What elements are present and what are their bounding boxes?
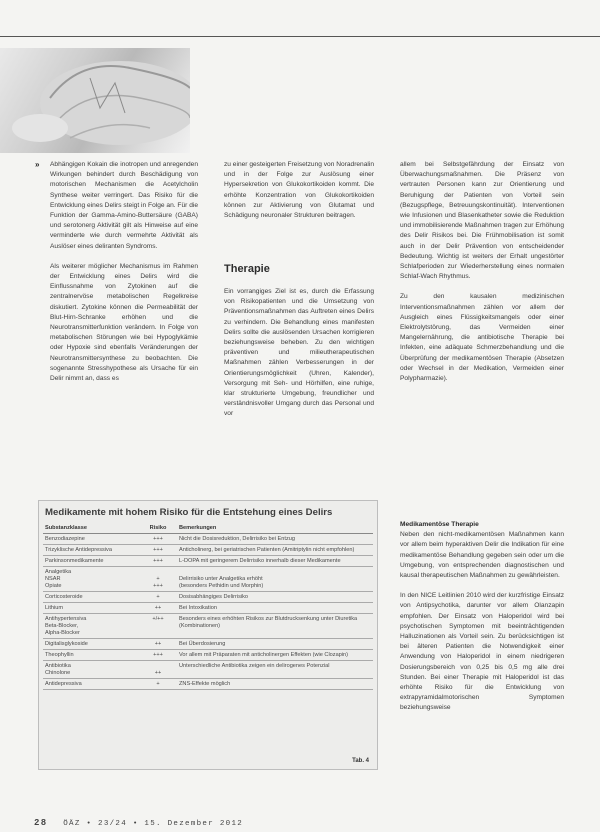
remark-cell: Bei Überdosierung bbox=[177, 639, 373, 650]
remark-cell: Nicht die Dosisreduktion, Delirrisiko bei Entzug bbox=[177, 534, 373, 545]
table-row bbox=[43, 545, 373, 556]
risk-cell: + +++ bbox=[139, 567, 177, 592]
paragraph: Zu den kausalen medizinischen Interventionsmaßnahmen zählen vor allem der Ausgleich eines Flüssigkeitsmangels oder einer Elektrolytstörung, das Vermeiden einer Mangelernährung, die antibiotische Therapie bei Infekten, eine adäquate Schmerzbehandlung und die Überprüfung der medikamentösen Therapie (Absetzen oder Wechsel in der Medikation, Vermeiden einer Polypharmazie). bbox=[400, 293, 564, 383]
column-header: Substanzklasse bbox=[43, 523, 139, 534]
risk-cell: +++ bbox=[139, 556, 177, 567]
table-row bbox=[43, 650, 373, 661]
continuation-arrow: » bbox=[35, 160, 40, 169]
paragraph: Als weiterer möglicher Mechanismus im Rahmen der Entwicklung eines Delirs wird die Einflussnahme von Zytokinen auf die zentralnervöse metabolischen Regelkreise diskutiert. Zytokine können die Permeabilität der Blut-Hirn-Schranke erhöhen und die Neurotransmitterfunktion verändern. In Folge von metabolischen Störungen wie bei Hypoglykämie oder Hypoxie sind ebenfalls Veränderungen der Neurotransmittersynthese zu beobachten. Die sogenannte Stresshypothese als Ursache für ein Delir nimmt an, dass es bbox=[50, 262, 198, 383]
substance-cell: Theophyllin bbox=[43, 650, 139, 661]
risk-cell: + bbox=[139, 679, 177, 690]
substance-cell: Antibiotika Chinolone bbox=[43, 661, 139, 679]
remark-cell: Besonders eines erhöhten Risikos zur Blutdrucksenkung unter Diuretika (Kombinationen) bbox=[177, 614, 373, 639]
issue-info: ÖÄZ • 23/24 • 15. Dezember 2012 bbox=[63, 820, 244, 828]
text-column-1 bbox=[50, 160, 198, 394]
paragraph: zu einer gesteigerten Freisetzung von Noradrenalin und in der Folge zur Auslösung einer Hypersekretion von Glukokortikoiden kommt. Die erhöhte Konzentration von Glukokortikoiden können zur Aktivierung von Glutamat und Schädigung neuronaler Strukturen beitragen. bbox=[224, 161, 374, 220]
page-footer bbox=[34, 818, 243, 828]
page-number: 28 bbox=[34, 818, 48, 828]
text-column-3 bbox=[400, 160, 564, 394]
paragraph: allem bei Selbstgefährdung der Einsatz von Überwachungsmaßnahmen. Die Präsenz von vertrauten Personen kann zur Orientierung und Beruhigung der Patienten von Vorteil sein (Bezugspflege, Betreuungskontinuität). Interventionen wie Infusionen und Blasenkatheter sowie die Reduktion und immobilisierende Maßnahmen tragen zur Erhöhung des Delir Risikos bei. Die Frühmobilisation ist somit auch in der Delir Prävention von entscheidender Bedeutung. Wichtig ist weiters der Erhalt ungestörter Schlafperioden zur Wiederherstellung eines normalen Schlaf-Wach Rhythmus. bbox=[400, 161, 564, 281]
paragraph: Neben den nicht-medikamentösen Maßnahmen kann vor allem beim hyperaktiven Delir die Indikation für eine medikamentöse Behandlung gegeben sein oder um die Umgebung, von entsprechenden diagnostischen und kausal therapeutischen Maßnahmen zu gewährleisten. bbox=[400, 531, 564, 580]
remark-cell: Unterschiedliche Antibiotika zeigen ein delirogenes Potenzial bbox=[177, 661, 373, 679]
table-body bbox=[43, 534, 373, 690]
risk-cell: +++ bbox=[139, 545, 177, 556]
substance-cell: Antidepressiva bbox=[43, 679, 139, 690]
column-header: Risiko bbox=[139, 523, 177, 534]
subsection-heading: Medikamentöse Therapie bbox=[400, 521, 479, 528]
table-row bbox=[43, 592, 373, 603]
table-header-row bbox=[43, 523, 373, 534]
drug-risk-table bbox=[43, 523, 373, 690]
column-header: Bemerkungen bbox=[177, 523, 373, 534]
risk-cell: +/++ bbox=[139, 614, 177, 639]
paragraph: Ein vorrangiges Ziel ist es, durch die Erfassung von Risikopatienten und die Umsetzung von Präventionsmaßnahmen das Auftreten eines Delirs zu verhindern. Die Behandlung eines manifesten Delirs sollte die auslösenden Ursachen korrigieren beziehungsweise beheben. Zu den wichtigen präventiven und milieutherapeutischen Maßnahmen zählen Verbesserungen in der Orientierungsmöglichkeit (Uhren, Kalender), Versorgung mit Seh- und Hörhilfen, eine ruhige, klar strukturierte Umgebung, freundlicher und verständnisvoller Umgang durch das Personal und vor bbox=[224, 288, 374, 418]
substance-cell: Parkinsonmedikamente bbox=[43, 556, 139, 567]
remark-cell: Dosisabhängiges Delirrisiko bbox=[177, 592, 373, 603]
remark-cell: Bei Intoxikation bbox=[177, 603, 373, 614]
risk-cell: ++ bbox=[139, 661, 177, 679]
text-column-2 bbox=[224, 160, 374, 231]
remark-cell: Anticholinerg, bei geriatrischen Patienten (Amitriptylin nicht empfohlen) bbox=[177, 545, 373, 556]
table-row bbox=[43, 661, 373, 679]
paragraph: In den NICE Leitlinien 2010 wird der kurzfristige Einsatz von Antipsychotika, darunter vor allem Olanzapin empfohlen. Der Einsatz von Haloperidol wird bei psychotischen Symptomen mit beeinträchtigenden Halluzinationen als Vorteil sein. Zu berücksichtigen ist bei älteren Patienten die Notwendigkeit einer Anwendung von Haloperidol in einem niedrigeren Dosierungsbereich von 0,25 bis 0,5 mg alle drei Stunden. Bei einer Therapie mit Haloperidol ist das erhöhte Risiko für die Entwicklung von extrapyramidalmotorischen Symptomen beziehungsweise bbox=[400, 592, 564, 712]
text-column-2-lower bbox=[224, 287, 374, 430]
risk-cell: +++ bbox=[139, 650, 177, 661]
remark-cell: ZNS-Effekte möglich bbox=[177, 679, 373, 690]
text-column-3-lower bbox=[400, 520, 564, 724]
substance-cell: Benzodiazepine bbox=[43, 534, 139, 545]
table-row bbox=[43, 556, 373, 567]
table-label: Tab. 4 bbox=[352, 758, 369, 764]
substance-cell: Analgetika NSAR Opiate bbox=[43, 567, 139, 592]
table-row bbox=[43, 679, 373, 690]
substance-cell: Antihypertensiva Beta-Blocker, Alpha-Blocker bbox=[43, 614, 139, 639]
risk-cell: + bbox=[139, 592, 177, 603]
table-row bbox=[43, 614, 373, 639]
table-row bbox=[43, 603, 373, 614]
paragraph: Abhängigen Kokain die inotropen und anregenden Wirkungen behindert durch Beschädigung von motorischen Mechanismen die Acetylcholin Synthese weiter verringert. Das Risiko für die Entwicklung eines Delirs steigt in Folge an. Für die Funktion der Gamma-Amino-Buttersäure (GABA) und serotonerg Aktivität gilt als Hinweise auf eine verminderte wie durch vermehrte Aktivität als Auslöser eines deliranten Syndroms. bbox=[50, 161, 198, 250]
table-row bbox=[43, 639, 373, 650]
drug-risk-table-box bbox=[38, 500, 378, 770]
risk-cell: ++ bbox=[139, 603, 177, 614]
substance-cell: Corticosteroide bbox=[43, 592, 139, 603]
risk-cell: ++ bbox=[139, 639, 177, 650]
section-heading-therapie: Therapie bbox=[224, 263, 270, 275]
header-rule bbox=[0, 36, 600, 37]
substance-cell: Trizyklische Antidepressiva bbox=[43, 545, 139, 556]
risk-cell: +++ bbox=[139, 534, 177, 545]
table-row bbox=[43, 567, 373, 592]
substance-cell: Digitalisglykoside bbox=[43, 639, 139, 650]
remark-cell: Delirrisiko unter Analgetika erhöht (besonders Pethidin und Morphin) bbox=[177, 567, 373, 592]
remark-cell: Vor allem mit Präparaten mit anticholinergen Effekten (wie Clozapin) bbox=[177, 650, 373, 661]
brain-model-illustration bbox=[0, 48, 190, 153]
table-row bbox=[43, 534, 373, 545]
remark-cell: L-DOPA mit geringerem Delirrisiko innerhalb dieser Medikamente bbox=[177, 556, 373, 567]
article-photo bbox=[0, 48, 190, 153]
substance-cell: Lithium bbox=[43, 603, 139, 614]
table-title: Medikamente mit hohem Risiko für die Entstehung eines Delirs bbox=[45, 507, 333, 518]
